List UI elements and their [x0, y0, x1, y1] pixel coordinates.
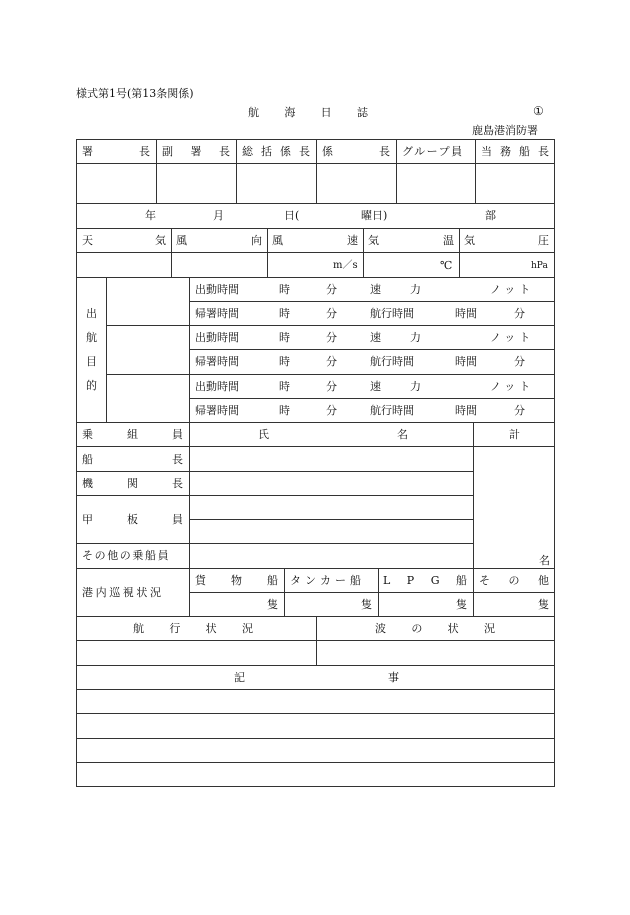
harbor-patrol-label: 港内巡視状況 [82, 586, 164, 599]
hours-label: 時間 [455, 307, 477, 320]
year-label: 年 [145, 209, 156, 222]
notes-label-2: 事 [388, 671, 399, 684]
circle-number: ① [533, 104, 544, 118]
station-name: 鹿島港消防署 [472, 124, 538, 137]
hours-label: 時間 [455, 404, 477, 417]
cargo-ship-unit: 隻 [267, 598, 278, 611]
return-time-label: 帰署時間 [195, 404, 239, 417]
wind-speed-label: 風 速 [272, 234, 358, 247]
knot-label: ノット [490, 331, 535, 344]
wind-speed-unit: m／s [333, 260, 358, 271]
tanker-unit: 隻 [361, 598, 372, 611]
minute-label: 分 [326, 331, 337, 344]
lpg-ship-unit: 隻 [456, 598, 467, 611]
purpose-label-2: 航 [86, 331, 97, 344]
chief-label: 署 長 [82, 145, 150, 158]
general-manager-label: 総 括 係 長 [242, 145, 310, 158]
return-time-label: 帰署時間 [195, 355, 239, 368]
depart-time-label: 出動時間 [195, 331, 239, 344]
engineer-label: 機 関 長 [82, 477, 183, 490]
lpg-ship-label: L P G 船 [383, 574, 467, 587]
department-label: 部 [485, 209, 496, 222]
sail-minute-label: 分 [514, 355, 525, 368]
purpose-label-4: 的 [86, 379, 97, 392]
weather-label: 天 気 [82, 234, 166, 247]
sail-minute-label: 分 [514, 307, 525, 320]
sail-time-label: 航行時間 [370, 404, 414, 417]
deputy-chief-label: 副 署 長 [162, 145, 230, 158]
speed-label-1: 速 [370, 331, 381, 344]
hour-label: 時 [279, 307, 290, 320]
other-crew-label: その他の乗船員 [82, 549, 171, 562]
other-ship-unit: 隻 [538, 598, 549, 611]
wave-status-label: 波 の 状 況 [375, 622, 495, 635]
hour-label: 時 [279, 404, 290, 417]
notes-label-1: 記 [234, 671, 245, 684]
crew-label: 乗 組 員 [82, 428, 183, 441]
day-label: 日( [284, 209, 300, 222]
minute-label: 分 [326, 380, 337, 393]
speed-label-2: 力 [410, 283, 421, 296]
weekday-label: 曜日) [361, 209, 388, 222]
purpose-label-1: 出 [86, 307, 97, 320]
pressure-label: 気 圧 [464, 234, 549, 247]
wind-direction-label: 風 向 [176, 234, 262, 247]
minute-label: 分 [326, 404, 337, 417]
minute-label: 分 [326, 283, 337, 296]
page-title: 航 海 日 誌 [248, 106, 368, 119]
purpose-label-3: 目 [86, 355, 97, 368]
name-label-1: 氏 [258, 428, 269, 441]
deck-crew-label: 甲 板 員 [82, 513, 183, 526]
crew-count-unit: 名 [539, 554, 550, 567]
knot-label: ノット [490, 283, 535, 296]
sail-time-label: 航行時間 [370, 307, 414, 320]
minute-label: 分 [326, 307, 337, 320]
month-label: 月 [213, 209, 224, 222]
tanker-label: タンカー船 [290, 574, 365, 587]
name-label-2: 名 [397, 428, 408, 441]
depart-time-label: 出動時間 [195, 380, 239, 393]
group-member-label: グループ員 [402, 145, 464, 158]
hour-label: 時 [279, 380, 290, 393]
hours-label: 時間 [455, 355, 477, 368]
return-time-label: 帰署時間 [195, 307, 239, 320]
captain-label: 船 長 [82, 453, 183, 466]
depart-time-label: 出動時間 [195, 283, 239, 296]
cargo-ship-label: 貨 物 船 [195, 574, 278, 587]
hour-label: 時 [279, 283, 290, 296]
speed-label-2: 力 [410, 331, 421, 344]
hour-label: 時 [279, 355, 290, 368]
form-number: 様式第1号(第13条関係) [76, 87, 194, 100]
knot-label: ノット [490, 380, 535, 393]
sail-time-label: 航行時間 [370, 355, 414, 368]
navigation-status-label: 航 行 状 況 [133, 622, 253, 635]
speed-label-1: 速 [370, 380, 381, 393]
minute-label: 分 [326, 355, 337, 368]
speed-label-1: 速 [370, 283, 381, 296]
total-label: 計 [509, 428, 520, 441]
pressure-unit: hPa [531, 261, 548, 271]
other-ship-label: そ の 他 [479, 574, 549, 587]
hour-label: 時 [279, 331, 290, 344]
sail-minute-label: 分 [514, 404, 525, 417]
duty-captain-label: 当 務 船 長 [481, 145, 549, 158]
temperature-unit: ℃ [440, 259, 453, 272]
section-chief-label: 係 長 [322, 145, 390, 158]
speed-label-2: 力 [410, 380, 421, 393]
temperature-label: 気 温 [368, 234, 454, 247]
